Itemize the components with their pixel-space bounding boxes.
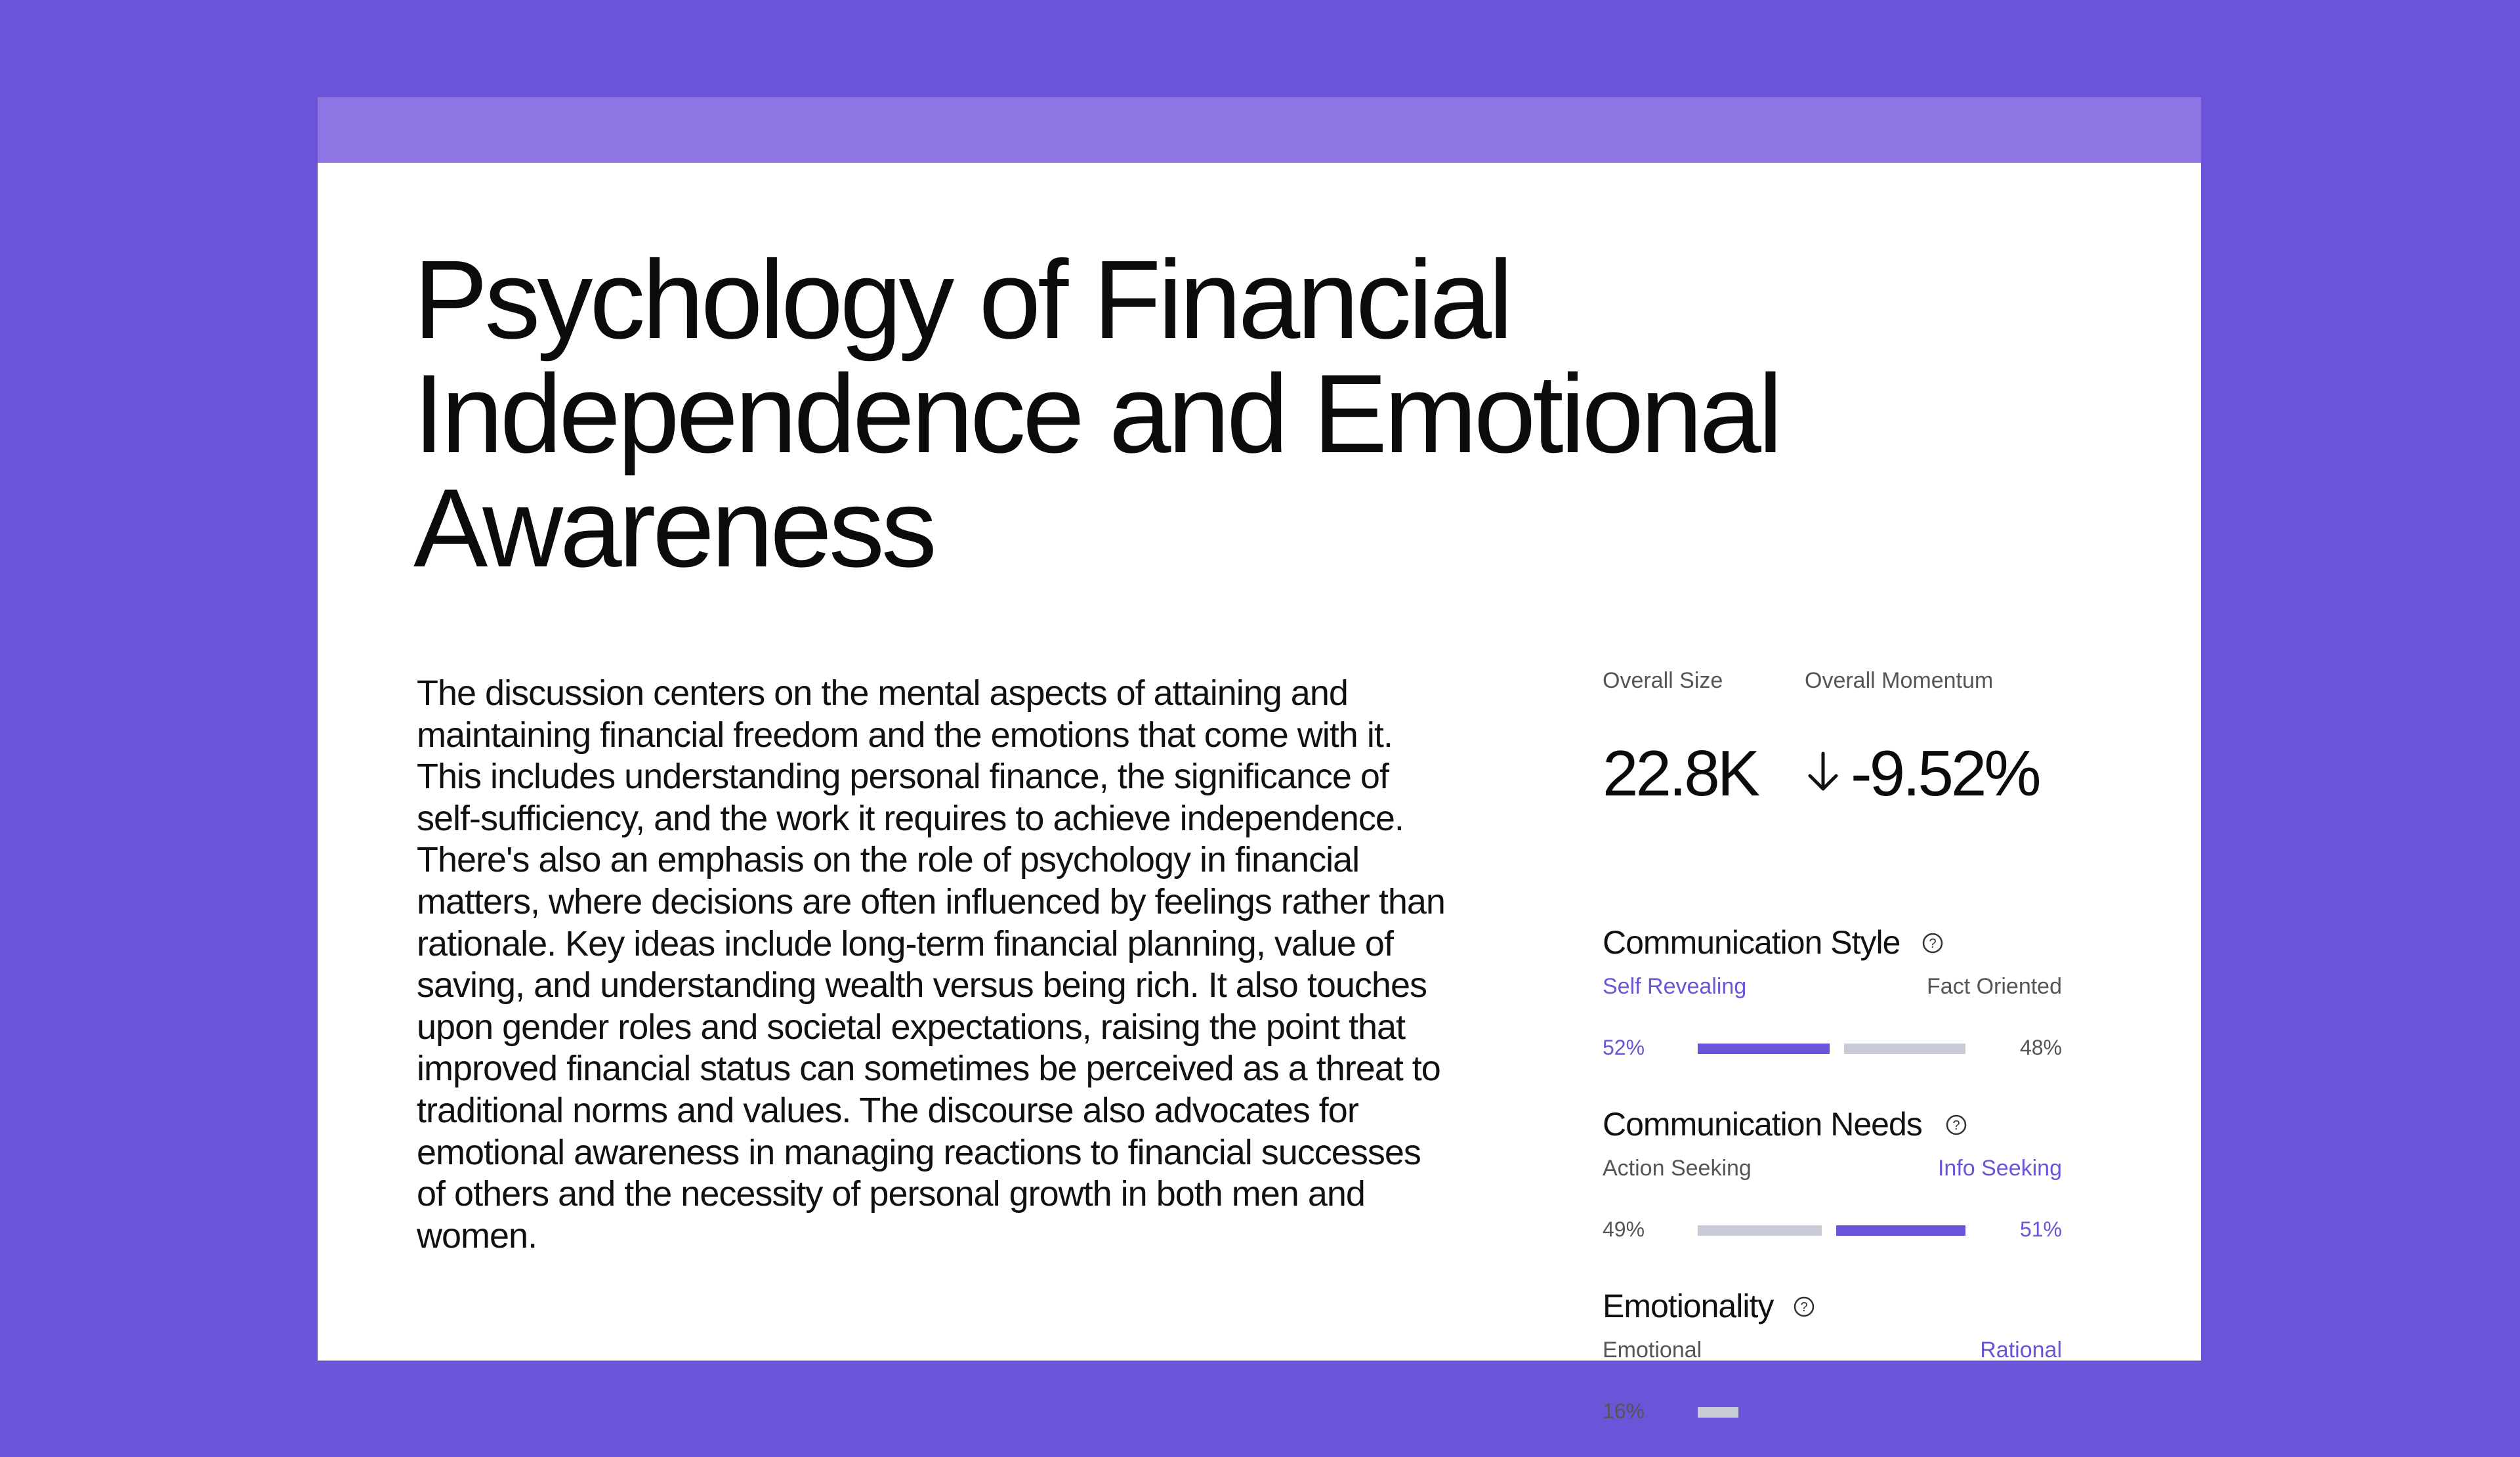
section-title: Emotionality (1603, 1288, 1774, 1324)
right-percent: 51% (2019, 1217, 2062, 1241)
left-label: Emotional (1603, 1338, 1702, 1362)
svg-text:?: ? (1800, 1300, 1808, 1315)
overall-momentum-value: -9.52% (1851, 737, 2039, 809)
right-percent: 84% (2019, 1399, 2062, 1423)
left-percent: 16% (1603, 1399, 1645, 1423)
svg-text:?: ? (1929, 937, 1937, 951)
topic-summary: The discussion centers on the mental aspects of attaining and maintaining financial freedom and the emotions that come with it. This includes understanding personal finance, the significance of self-sufficiency, and the work it requires to achieve independence. There's also an emphasis on the role of psychology in financial matters, where decisions are often influenced by feelings rather than rationale. Key ideas include long-term financial planning, value of saving, and understanding wealth versus being rich. It also touches upon gender roles and societal expectations, raising the point that improved financial status can sometimes be perceived as a threat to traditional norms and values. The discourse also advocates for emotional awareness in managing reactions to financial successes of others and the necessity of personal growth in both men and women. (417, 673, 1445, 1256)
right-label: Info Seeking (1937, 1156, 2062, 1181)
right-label: Rational (1980, 1338, 2062, 1362)
left-percent: 49% (1603, 1217, 1645, 1241)
section-title: Communication Needs (1603, 1106, 1922, 1143)
left-bar (1698, 1225, 1822, 1236)
overall-size-label: Overall Size (1603, 668, 1723, 693)
emotionality-section (1603, 1286, 2062, 1457)
help-icon[interactable] (1945, 1114, 1967, 1136)
right-bar (1753, 1407, 1965, 1418)
right-bar (1836, 1225, 1965, 1236)
overall-momentum-label: Overall Momentum (1805, 668, 1994, 693)
help-icon[interactable] (1793, 1296, 1815, 1318)
card-header-bar (318, 97, 2201, 163)
topic-card (318, 97, 2201, 1423)
page-title: Psychology of Financial Independence and Emotional Awareness (413, 238, 1780, 591)
left-bar (1698, 1407, 1738, 1418)
left-bar (1698, 1044, 1830, 1054)
right-label: Fact Oriented (1927, 974, 2062, 999)
help-icon[interactable] (1922, 932, 1944, 954)
communication-style-section (1603, 923, 2062, 1093)
overall-size-value: 22.8K (1603, 737, 1758, 809)
right-bar (1844, 1044, 1965, 1054)
left-percent: 52% (1603, 1036, 1645, 1059)
svg-text:?: ? (1952, 1118, 1960, 1133)
section-title: Communication Style (1603, 924, 1900, 961)
left-label: Self Revealing (1603, 974, 1747, 999)
arrow-down-icon (1806, 750, 1840, 794)
right-percent: 48% (2019, 1036, 2062, 1059)
communication-needs-section (1603, 1105, 2062, 1275)
left-label: Action Seeking (1603, 1156, 1752, 1181)
